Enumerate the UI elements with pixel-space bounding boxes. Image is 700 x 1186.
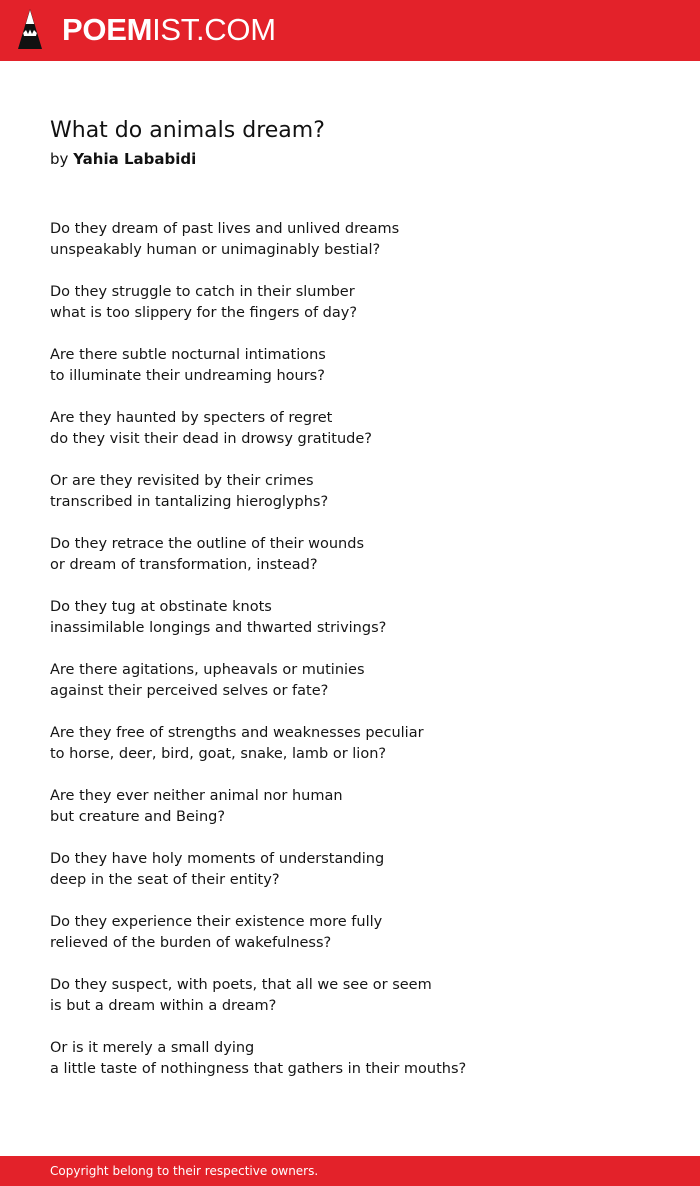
- poem-stanza: [50, 1038, 670, 1080]
- poem-line: to horse, deer, bird, goat, snake, lamb or lion?: [50, 746, 387, 762]
- poem-line: but creature and Being?: [50, 809, 226, 825]
- by-label: by: [50, 150, 69, 168]
- poem-stanza: [50, 534, 670, 576]
- poem-line: Or is it merely a small dying: [50, 1040, 255, 1056]
- poem-line: Or are they revisited by their crimes: [50, 473, 314, 489]
- poem-line: Do they have holy moments of understanding: [50, 851, 385, 867]
- poem-stanza: [50, 219, 670, 261]
- poem-line: Are there subtle nocturnal intimations: [50, 347, 326, 363]
- poem-line: is but a dream within a dream?: [50, 998, 277, 1014]
- poem-stanza: [50, 408, 670, 450]
- poem-stanza: [50, 660, 670, 702]
- poem-stanza: [50, 849, 670, 891]
- site-header: [0, 0, 700, 61]
- poem-line: Do they tug at obstinate knots: [50, 599, 272, 615]
- poem-line: deep in the seat of their entity?: [50, 872, 280, 888]
- poem-stanza: [50, 471, 670, 513]
- poem-stanza: [50, 975, 670, 1017]
- poem-line: Do they dream of past lives and unlived dreams: [50, 221, 400, 237]
- poem-line: Do they experience their existence more fully: [50, 914, 383, 930]
- poem-line: Do they struggle to catch in their slumber: [50, 284, 355, 300]
- pencil-logo-icon[interactable]: [17, 9, 43, 51]
- poem-line: do they visit their dead in drowsy gratitude?: [50, 431, 372, 447]
- poem-line: to illuminate their undreaming hours?: [50, 368, 325, 384]
- logo-text-light: IST.COM: [152, 12, 276, 47]
- poem-body: [50, 219, 670, 1101]
- poem-line: Are they free of strengths and weaknesses peculiar: [50, 725, 424, 741]
- poem-stanza: [50, 597, 670, 639]
- poem-byline: [50, 148, 196, 170]
- poem-stanza: [50, 912, 670, 954]
- poem-line: Do they retrace the outline of their wounds: [50, 536, 365, 552]
- poem-line: relieved of the burden of wakefulness?: [50, 935, 332, 951]
- poem-stanza: [50, 786, 670, 828]
- poem-line: Are there agitations, upheavals or mutinies: [50, 662, 365, 678]
- poem-author: Yahia Lababidi: [73, 150, 197, 168]
- poem-title: What do animals dream?: [50, 118, 325, 143]
- poem-line: unspeakably human or unimaginably bestial?: [50, 242, 381, 258]
- poem-line: inassimilable longings and thwarted strivings?: [50, 620, 387, 636]
- poem-line: Are they haunted by specters of regret: [50, 410, 333, 426]
- poem-line: transcribed in tantalizing hieroglyphs?: [50, 494, 329, 510]
- poem-line: against their perceived selves or fate?: [50, 683, 329, 699]
- copyright-notice: Copyright belong to their respective owners.: [50, 1164, 319, 1178]
- site-footer: [0, 1156, 700, 1186]
- site-logo-text[interactable]: [62, 10, 276, 50]
- poem-stanza: [50, 345, 670, 387]
- poem-line: what is too slippery for the fingers of day?: [50, 305, 358, 321]
- logo-text-bold: POEM: [62, 12, 153, 47]
- poem-stanza: [50, 282, 670, 324]
- poem-line: Do they suspect, with poets, that all we see or seem: [50, 977, 432, 993]
- poem-line: or dream of transformation, instead?: [50, 557, 318, 573]
- poem-line: a little taste of nothingness that gathers in their mouths?: [50, 1061, 467, 1077]
- poem-line: Are they ever neither animal nor human: [50, 788, 343, 804]
- poem-stanza: [50, 723, 670, 765]
